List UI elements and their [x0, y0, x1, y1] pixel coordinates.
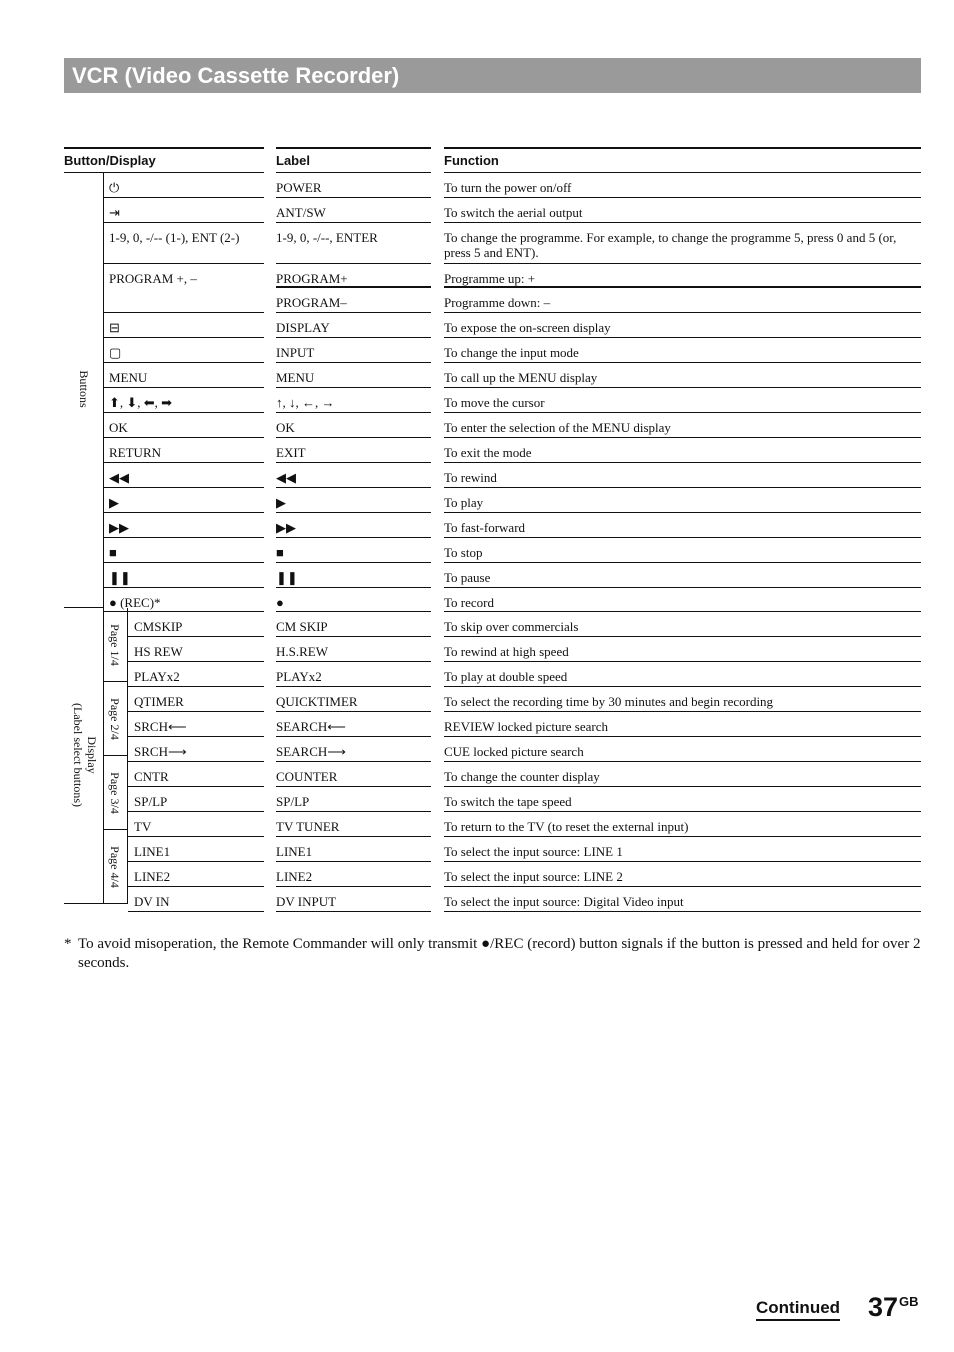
page-1-label: Page 1/4 — [108, 624, 122, 666]
table-row-function: To expose the on-screen display — [444, 313, 921, 338]
table-row-label: PROGRAM+ — [276, 264, 431, 288]
table-row-label: COUNTER — [276, 762, 431, 787]
table-row-function: To select the input source: Digital Video input — [444, 887, 921, 912]
page-3-label: Page 3/4 — [108, 772, 122, 814]
footnote-text: To avoid misoperation, the Remote Commander will only transmit ●/REC (record) button signals if the button is pressed and held for over 2 seconds. — [78, 936, 921, 971]
table-row-function: To turn the power on/off — [444, 173, 921, 198]
table-row-label: TV TUNER — [276, 812, 431, 837]
table-row-label: EXIT — [276, 438, 431, 463]
table-row-function: To change the input mode — [444, 338, 921, 363]
table-row-label: CM SKIP — [276, 612, 431, 637]
table-row-button: PLAYx2 — [128, 662, 264, 687]
table-row-label: ANT/SW — [276, 198, 431, 223]
table-row-label: SEARCH⟶ — [276, 737, 431, 762]
table-row-label: ▶▶ — [276, 513, 431, 538]
buttons-group-label: Buttons — [77, 370, 91, 408]
table-row-label: LINE1 — [276, 837, 431, 862]
table-row-button: TV — [128, 812, 264, 837]
footnote — [64, 935, 924, 973]
table-row-button: HS REW — [128, 637, 264, 662]
table-row-label: MENU — [276, 363, 431, 388]
table-row-button: 1-9, 0, -/-- (1-), ENT (2-) — [103, 223, 264, 264]
table-row-button: ■ — [103, 538, 264, 563]
table-row-function: To rewind at high speed — [444, 637, 921, 662]
page-number-suffix: GB — [899, 1294, 919, 1309]
table-row-function: To return to the TV (to reset the external input) — [444, 812, 921, 837]
table-row-button: QTIMER — [128, 687, 264, 712]
page-number-value: 37 — [868, 1292, 899, 1322]
table-row-button: ⏻ — [103, 173, 264, 198]
table-row-function: To exit the mode — [444, 438, 921, 463]
footnote-mark: * — [64, 936, 72, 952]
table-row-function: To change the programme. For example, to change the programme 5, press 0 and 5 (or, press 5 and ENT). — [444, 223, 921, 264]
table-row-function: To enter the selection of the MENU display — [444, 413, 921, 438]
table-row-label: LINE2 — [276, 862, 431, 887]
table-row-label: DISPLAY — [276, 313, 431, 338]
table-row-button: ⇥ — [103, 198, 264, 223]
table-row-function: To switch the aerial output — [444, 198, 921, 223]
table-row-button: SRCH⟶ — [128, 737, 264, 762]
page-number — [868, 1292, 919, 1323]
table-row-label: OK — [276, 413, 431, 438]
table-row-button: ⬆, ⬇, ⬅, ➡ — [103, 388, 264, 413]
table-row-function: Programme down: – — [444, 288, 921, 313]
table-row-button: SRCH⟵ — [128, 712, 264, 737]
table-row-function: To move the cursor — [444, 388, 921, 413]
table-row-function: To play at double speed — [444, 662, 921, 687]
table-row-label: POWER — [276, 173, 431, 198]
table-row-label: SP/LP — [276, 787, 431, 812]
table-row-button: ❚❚ — [103, 563, 264, 588]
table-row-function: To select the recording time by 30 minutes and begin recording — [444, 687, 921, 712]
table-row-label: PROGRAM– — [276, 288, 431, 313]
page-2-label: Page 2/4 — [108, 698, 122, 740]
table-row-button: MENU — [103, 363, 264, 388]
table-row-label: ● — [276, 588, 431, 612]
table-row-function: To change the counter display — [444, 762, 921, 787]
table-row-button: OK — [103, 413, 264, 438]
table-row-function: REVIEW locked picture search — [444, 712, 921, 737]
table-row-label: PLAYx2 — [276, 662, 431, 687]
header-label: Label — [276, 147, 431, 173]
page-4-label: Page 4/4 — [108, 846, 122, 888]
header-function: Function — [444, 147, 921, 173]
display-group-label-line2: (Label select buttons) — [71, 703, 85, 807]
table-row-function: To select the input source: LINE 2 — [444, 862, 921, 887]
table-row-label: INPUT — [276, 338, 431, 363]
table-row-function: Programme up: + — [444, 264, 921, 288]
continued-label: Continued — [756, 1298, 840, 1321]
table-row-function: To rewind — [444, 463, 921, 488]
table-row-label: SEARCH⟵ — [276, 712, 431, 737]
table-row-function: To stop — [444, 538, 921, 563]
header-button-display: Button/Display — [64, 147, 264, 173]
table-row-label: ■ — [276, 538, 431, 563]
display-group-label — [69, 675, 99, 835]
table-row-function: To select the input source: LINE 1 — [444, 837, 921, 862]
table-row-function: To call up the MENU display — [444, 363, 921, 388]
table-row-button: RETURN — [103, 438, 264, 463]
table-row-button: LINE1 — [128, 837, 264, 862]
table-row-label: QUICKTIMER — [276, 687, 431, 712]
table-row-function: To skip over commercials — [444, 612, 921, 637]
table-row-label: ❚❚ — [276, 563, 431, 588]
table-row-button: SP/LP — [128, 787, 264, 812]
table-row-function: CUE locked picture search — [444, 737, 921, 762]
table-row-label: 1-9, 0, -/--, ENTER — [276, 223, 431, 264]
table-row-function: To record — [444, 588, 921, 612]
table-row-button: CMSKIP — [128, 612, 264, 637]
table-row-label: ↑, ↓, ←, → — [276, 388, 431, 413]
table-row-button: ◀◀ — [103, 463, 264, 488]
table-row-label: DV INPUT — [276, 887, 431, 912]
table-row-button: ● (REC)* — [103, 588, 264, 612]
table-row-button: ⊟ — [103, 313, 264, 338]
table-row-function: To switch the tape speed — [444, 787, 921, 812]
table-row-button: ▶ — [103, 488, 264, 513]
display-group-label-line1: Display — [85, 736, 99, 774]
table-row-button: ▶▶ — [103, 513, 264, 538]
table-row-button: DV IN — [128, 887, 264, 912]
table-row-button: CNTR — [128, 762, 264, 787]
table-row-label: ◀◀ — [276, 463, 431, 488]
table-row-function: To fast-forward — [444, 513, 921, 538]
table-row-button: LINE2 — [128, 862, 264, 887]
table-row-button: ▢ — [103, 338, 264, 363]
table-row-function: To play — [444, 488, 921, 513]
table-row-function: To pause — [444, 563, 921, 588]
table-row-button: PROGRAM +, – — [103, 264, 264, 313]
page-title: VCR (Video Cassette Recorder) — [64, 58, 921, 93]
table-row-label: ▶ — [276, 488, 431, 513]
table-row-label: H.S.REW — [276, 637, 431, 662]
